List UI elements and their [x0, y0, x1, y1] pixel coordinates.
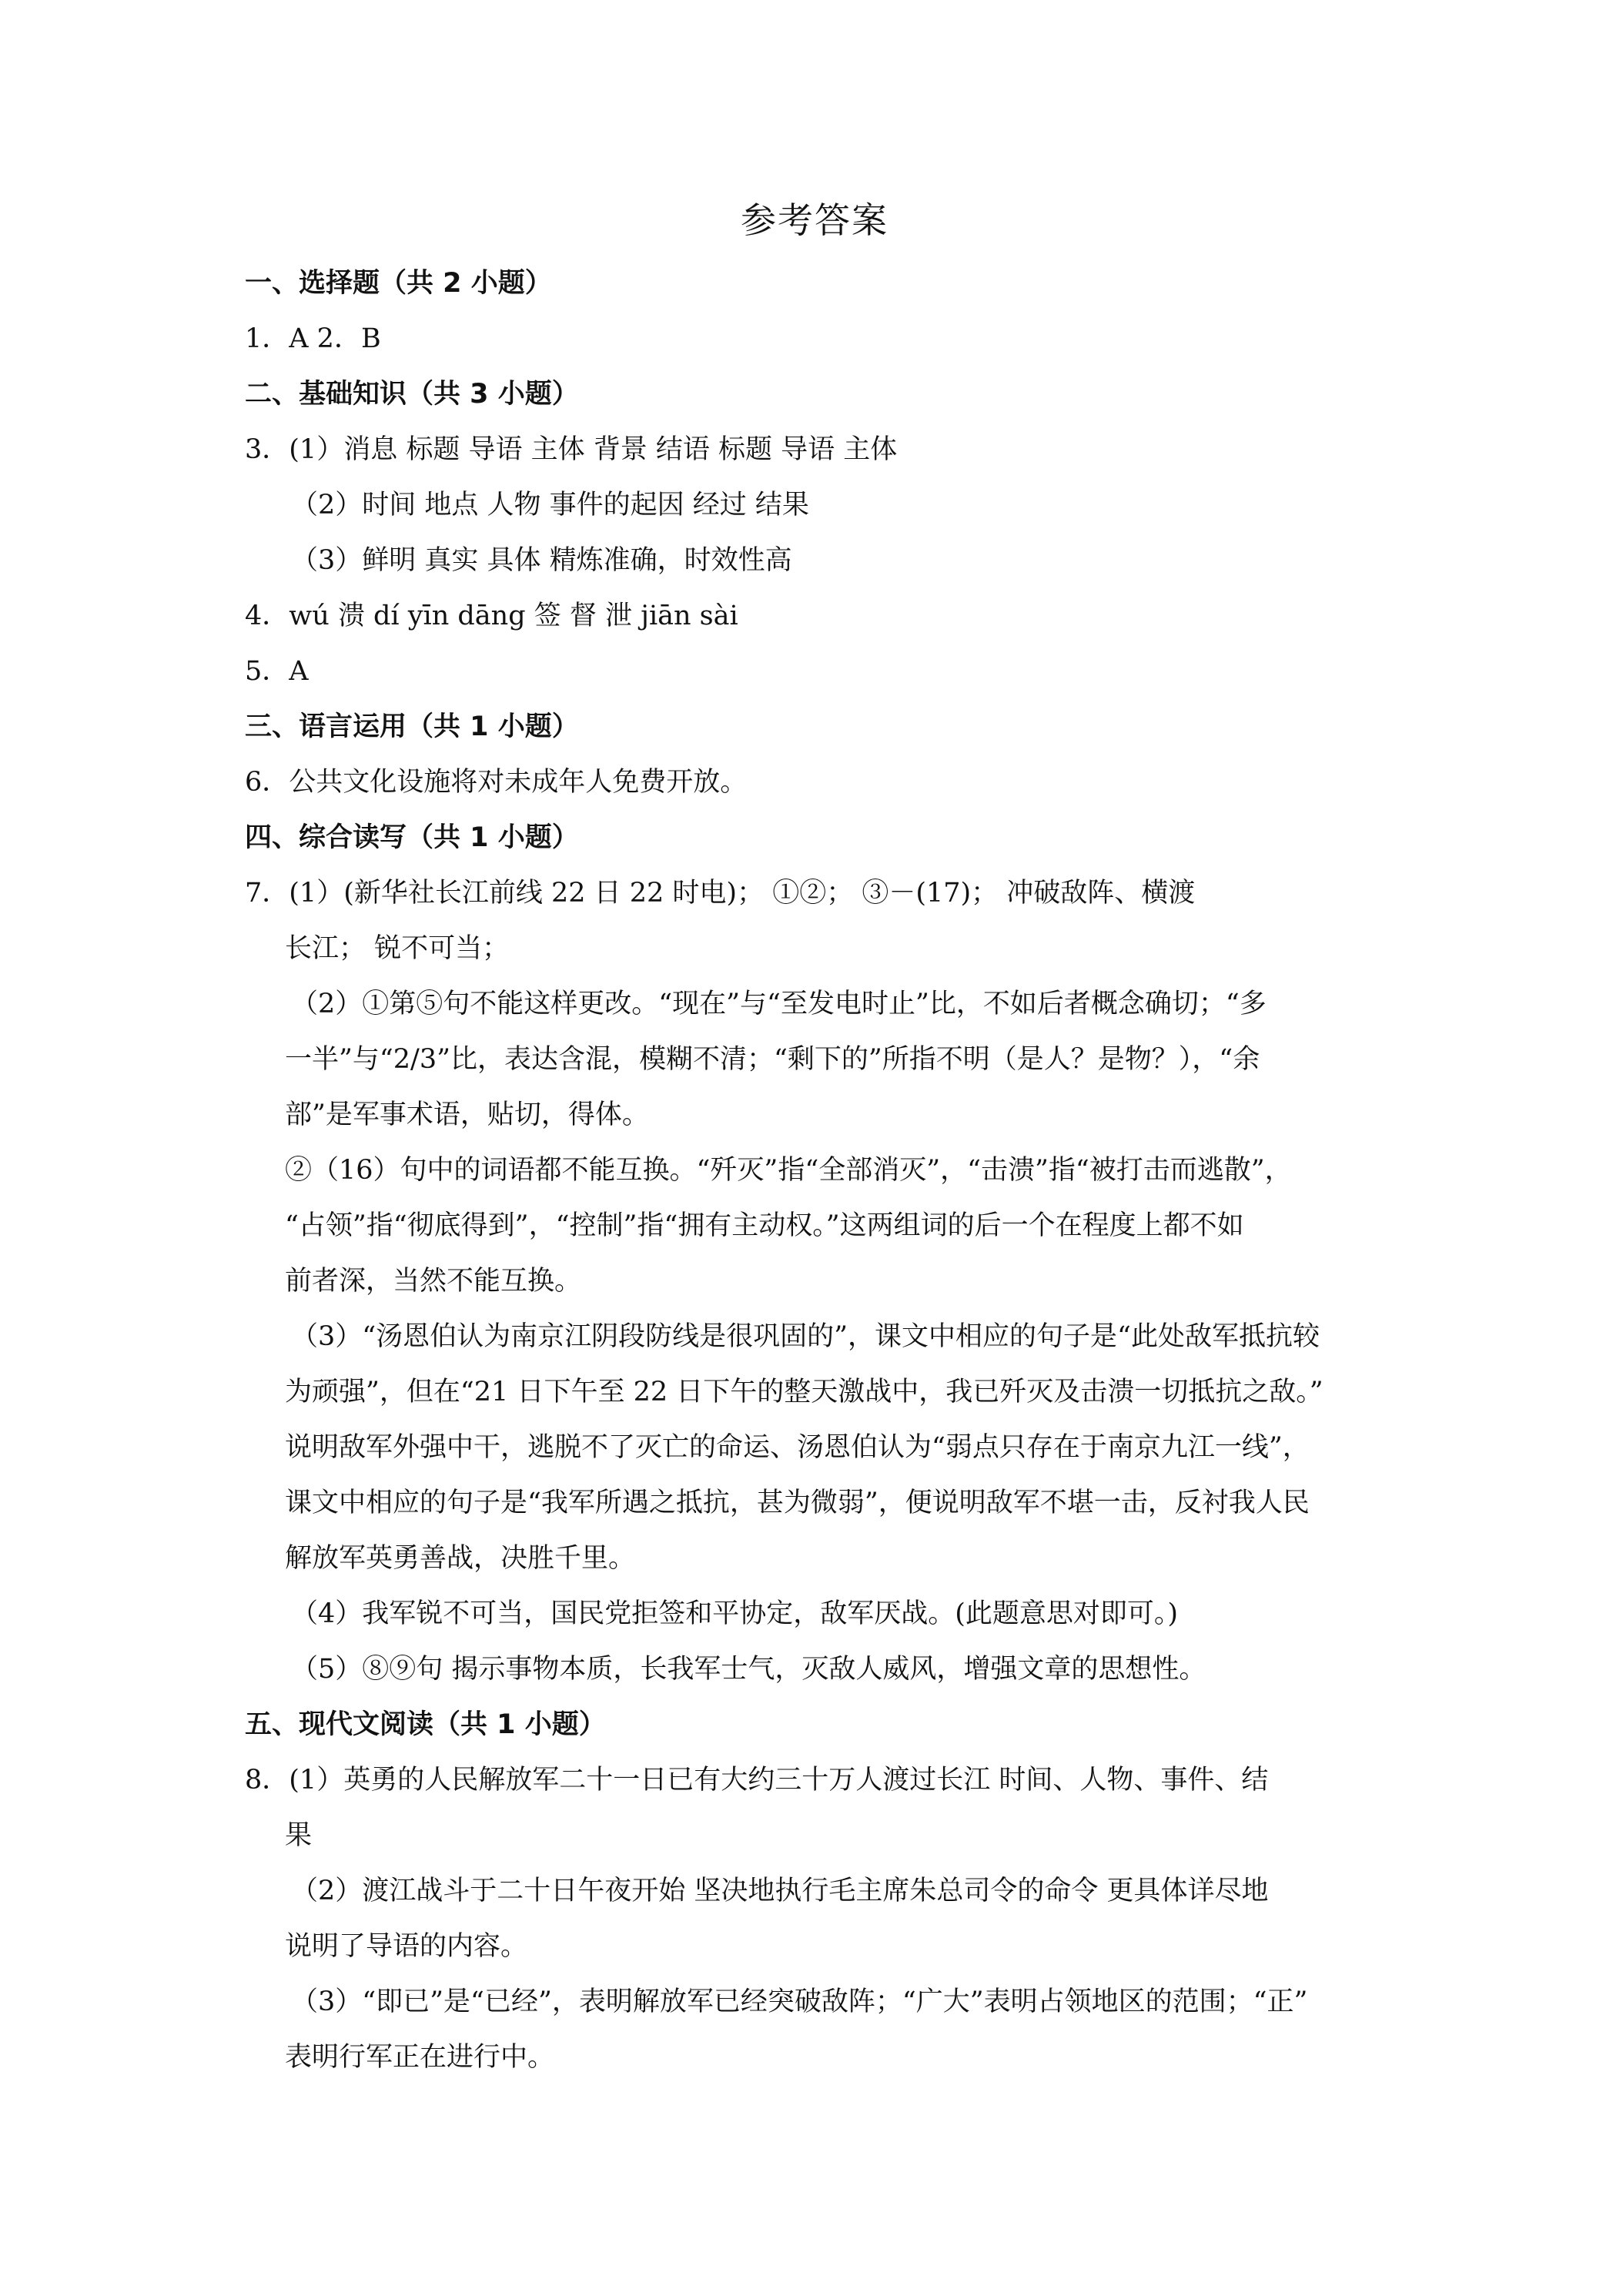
section-heading: 四、综合读写（共 1 小题）: [245, 822, 579, 853]
answer-line: （2）①第⑤句不能这样更改。“现在”与“至发电时止”比，不如后者概念确切；“多: [291, 989, 1267, 1019]
section-heading: 五、现代文阅读（共 1 小题）: [245, 1709, 606, 1740]
answer-line: 6．公共文化设施将对未成年人免费开放。: [245, 767, 748, 798]
answer-line: 说明了导语的内容。: [285, 1931, 528, 1962]
page-title: 参考答案: [741, 199, 888, 241]
answer-line: 果: [285, 1820, 313, 1851]
answer-line: 长江； 锐不可当；: [285, 933, 510, 964]
answer-line: 前者深，当然不能互换。: [285, 1266, 582, 1297]
answer-line: 8．(1）英勇的人民解放军二十一日已有大约三十万人渡过长江 时间、人物、事件、结: [245, 1765, 1269, 1796]
section-heading: 一、选择题（共 2 小题）: [245, 268, 552, 299]
answer-line: （5）⑧⑨句 揭示事物本质，长我军士气，灭敌人威风，增强文章的思想性。: [291, 1654, 1206, 1685]
answer-line: 1．A 2．B: [245, 323, 381, 354]
answer-line: （3）“汤恩伯认为南京江阴段防线是很巩固的”，课文中相应的句子是“此处敌军抵抗较: [291, 1321, 1320, 1352]
answer-line: （4）我军锐不可当，国民党拒签和平协定，敌军厌战。(此题意思对即可。): [291, 1598, 1179, 1629]
answer-line: （3）鲜明 真实 具体 精炼准确，时效性高: [291, 545, 792, 576]
answer-line: （2）时间 地点 人物 事件的起因 经过 结果: [291, 490, 809, 520]
answer-line: 表明行军正在进行中。: [285, 2042, 555, 2073]
answer-line: 课文中相应的句子是“我军所遇之抵抗，甚为微弱”，便说明敌军不堪一击，反衬我人民: [285, 1488, 1310, 1518]
section-heading: 二、基础知识（共 3 小题）: [245, 379, 579, 410]
answer-line: （2）渡江战斗于二十日午夜开始 坚决地执行毛主席朱总司令的命令 更具体详尽地: [291, 1876, 1269, 1906]
answer-line: 7．(1）(新华社长江前线 22 日 22 时电)； ①②； ③－(17)； 冲破敌阵、横渡: [245, 878, 1196, 909]
answer-line: 3．(1）消息 标题 导语 主体 背景 结语 标题 导语 主体: [245, 434, 898, 465]
answer-line: 部”是军事术语，贴切，得体。: [285, 1099, 649, 1130]
answer-line: “占领”指“彻底得到”，“控制”指“拥有主动权。”这两组词的后一个在程度上都不如: [285, 1210, 1244, 1241]
answer-line: 一半”与“2/3”比，表达含混，模糊不清；“剩下的”所指不明（是人？是物？），“余: [285, 1044, 1260, 1075]
answer-line: 4．wú 溃 dí yīn dāng 签 督 泄 jiān sài: [245, 601, 738, 631]
answer-line: 说明敌军外强中干，逃脱不了灭亡的命运、汤恩伯认为“弱点只存在于南京九江一线”，: [285, 1432, 1310, 1463]
answer-line: ②（16）句中的词语都不能互换。“歼灭”指“全部消灭”，“击溃”指“被打击而逃散”，: [285, 1155, 1292, 1186]
answer-line: 5．A: [245, 656, 309, 687]
answer-body: [245, 256, 1384, 2085]
answer-line: 为顽强”，但在“21 日下午至 22 日下午的整天激战中，我已歼灭及击溃一切抵抗之敌。”: [285, 1377, 1323, 1407]
answer-line: 解放军英勇善战，决胜千里。: [285, 1543, 636, 1574]
section-heading: 三、语言运用（共 1 小题）: [245, 711, 579, 742]
answer-line: （3）“即已”是“已经”，表明解放军已经突破敌阵；“广大”表明占领地区的范围；“正”: [291, 1986, 1308, 2017]
answer-sheet: [245, 192, 1384, 2085]
